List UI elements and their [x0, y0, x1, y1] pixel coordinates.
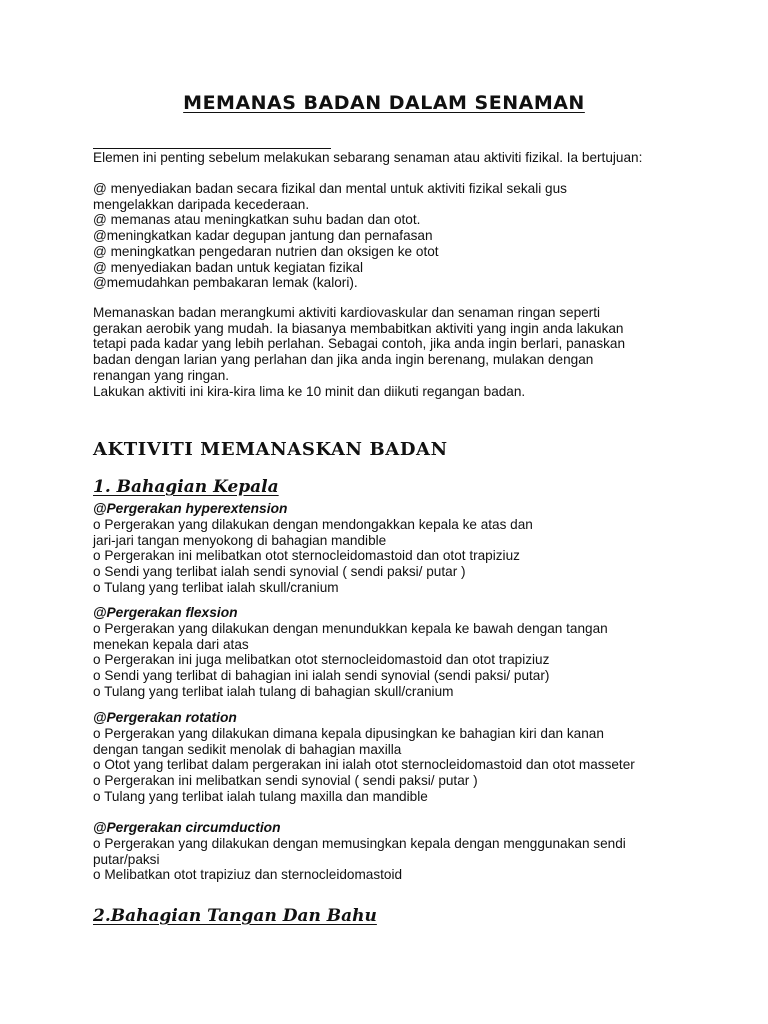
movement-line: o Pergerakan yang dilakukan dengan mendongakkan kepala ke atas dan — [93, 517, 533, 532]
movement-line: o Pergerakan yang dilakukan dengan menundukkan kepala ke bawah dengan tangan — [93, 621, 608, 636]
paragraph-line: tetapi pada kadar yang lebih perlahan. Sebagai contoh, jika anda ingin berlari, panaskan — [93, 336, 626, 352]
movement-line: o Pergerakan ini juga melibatkan otot sternocleidomastoid dan otot trapiziuz — [93, 652, 550, 668]
purpose-item: @meningkatkan kadar degupan jantung dan pernafasan — [93, 228, 433, 244]
movement-line: putar/paksi — [93, 851, 160, 867]
movement-line: o Pergerakan yang dilakukan dengan memusingkan kepala dengan menggunakan sendi — [93, 836, 626, 851]
purpose-item: @ meningkatkan pengedaran nutrien dan oksigen ke otot — [93, 243, 439, 259]
movement-line: dengan tangan sedikit menolak di bahagian maxilla — [93, 741, 402, 757]
movement-line: o Tulang yang terlibat ialah skull/cranium — [93, 579, 339, 595]
movement-line: menekan kepala dari atas — [93, 636, 249, 652]
movement-title: @Pergerakan circumduction — [93, 820, 281, 835]
paragraph-line: Memanaskan badan merangkumi aktiviti kardiovaskular dan senaman ringan seperti — [93, 305, 601, 320]
section-heading: AKTIVITI MEMANASKAN BADAN — [93, 439, 448, 460]
movement-title: @Pergerakan rotation — [93, 710, 237, 725]
movement-circumduction — [93, 820, 693, 883]
movement-title: @Pergerakan flexsion — [93, 605, 238, 620]
movement-line: o Sendi yang terlibat ialah sendi synovial ( sendi paksi/ putar ) — [93, 564, 466, 580]
movement-line: o Pergerakan ini melibatkan sendi synovial ( sendi paksi/ putar ) — [93, 773, 478, 789]
warmup-paragraph — [93, 305, 693, 399]
purpose-item: @ memanas atau meningkatkan suhu badan dan otot. — [93, 212, 421, 228]
movement-rotation — [93, 710, 693, 805]
movement-line: o Melibatkan otot trapiziuz dan sternocleidomastoid — [93, 867, 403, 883]
purpose-list — [93, 181, 693, 291]
movement-line: o Pergerakan yang dilakukan dimana kepala dipusingkan ke bahagian kiri dan kanan — [93, 726, 604, 741]
movement-line: o Otot yang terlibat dalam pergerakan ini ialah otot sternocleidomastoid dan otot masseter — [93, 757, 635, 773]
purpose-item: mengelakkan daripada kecederaan. — [93, 196, 310, 212]
subsection-heading-head: 1. Bahagian Kepala — [93, 477, 279, 497]
purpose-item: @memudahkan pembakaran lemak (kalori). — [93, 275, 358, 291]
purpose-item: @ menyediakan badan untuk kegiatan fizikal — [93, 259, 363, 275]
subsection-heading-arm-shoulder: 2.Bahagian Tangan Dan Bahu — [93, 906, 377, 926]
document-title: MEMANAS BADAN DALAM SENAMAN — [183, 92, 585, 114]
movement-line: jari-jari tangan menyokong di bahagian mandible — [93, 532, 387, 548]
movement-line: o Sendi yang terlibat di bahagian ini ialah sendi synovial (sendi paksi/ putar) — [93, 668, 550, 684]
paragraph-line: Lakukan aktiviti ini kira-kira lima ke 10 minit dan diikuti regangan badan. — [93, 383, 526, 399]
movement-line: o Tulang yang terlibat ialah tulang maxilla dan mandible — [93, 788, 428, 804]
paragraph-line: badan dengan larian yang perlahan dan jika anda ingin berenang, mulakan dengan — [93, 352, 594, 368]
intro-text: Elemen ini penting sebelum melakukan sebarang senaman atau aktiviti fizikal. Ia bertujuan: — [93, 150, 643, 165]
movement-line: o Pergerakan ini melibatkan otot sternocleidomastoid dan otot trapiziuz — [93, 548, 520, 564]
movement-hyperextension — [93, 501, 693, 596]
purpose-item: @ menyediakan badan secara fizikal dan mental untuk aktiviti fizikal sekali gus — [93, 181, 567, 196]
movement-title: @Pergerakan hyperextension — [93, 501, 288, 516]
movement-flexsion — [93, 605, 693, 700]
movement-line: o Tulang yang terlibat ialah tulang di bahagian skull/cranium — [93, 683, 454, 699]
paragraph-line: gerakan aerobik yang mudah. Ia biasanya membabitkan aktiviti yang ingin anda lakukan — [93, 320, 624, 336]
horizontal-rule — [93, 148, 331, 149]
paragraph-line: renangan yang ringan. — [93, 367, 230, 383]
